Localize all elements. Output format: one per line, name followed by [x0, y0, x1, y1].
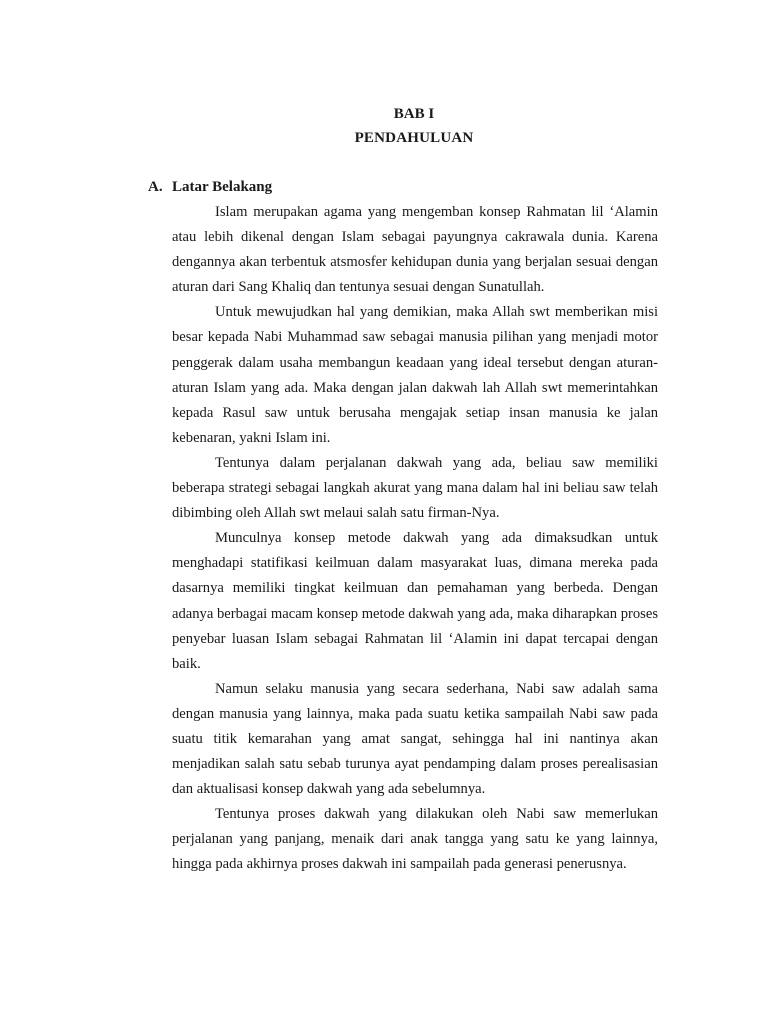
section-letter: A. [148, 179, 163, 195]
paragraph-1: Islam merupakan agama yang mengemban konsep Rahmatan lil ‘Alamin atau lebih dikenal dengan Islam sebagai payungnya cakrawala dunia. Karena dengannya akan terbentuk atsmosfer kehidupan dunia yang berjalan sesuai dengan aturan dari Sang Khaliq dan tentunya sesuai dengan Sunatullah. [172, 204, 658, 296]
paragraph-5: Namun selaku manusia yang secara sederhana, Nabi saw adalah sama dengan manusia yang lainnya, maka pada suatu ketika sampailah Nabi saw pada suatu titik kemarahan yang amat sangat, sehingga hal ini nantinya akan menjadikan salah satu sebab turunya ayat pendamping dalam proses perealisasian dan aktualisasi konsep dakwah yang ada sebelumnya. [172, 680, 658, 798]
section-heading [148, 177, 272, 197]
paragraph-3: Tentunya dalam perjalanan dakwah yang ada, beliau saw memiliki beberapa strategi sebagai langkah akurat yang mana dalam hal ini beliau saw telah dibimbing oleh Allah swt melaui salah satu firman-Nya. [172, 454, 658, 522]
chapter-number: BAB I [393, 106, 435, 122]
paragraph-6: Tentunya proses dakwah yang dilakukan oleh Nabi saw memerlukan perjalanan yang panjang, menaik dari anak tangga yang satu ke yang lainnya, hingga pada akhirnya proses dakwah ini sampailah pada generasi penerusnya. [172, 806, 658, 873]
paragraph-4: Munculnya konsep metode dakwah yang ada dimaksudkan untuk menghadapi statifikasi keilmuan dalam masyarakat luas, dimana mereka pada dasarnya memiliki tingkat keilmuan dan pemahaman yang berbeda. Dengan adanya berbagai macam konsep metode dakwah yang ada, maka diharapkan proses penyebar luasan Islam sebagai Rahmatan lil ‘Alamin ini dapat tercapai dengan baik. [172, 530, 658, 672]
body-text [172, 200, 658, 878]
section-title: Latar Belakang [172, 179, 273, 195]
paragraph-2: Untuk mewujudkan hal yang demikian, maka Allah swt memberikan misi besar kepada Nabi Muhammad saw sebagai manusia pilihan yang menjadi motor penggerak dalam usaha membangun keadaan yang ideal tersebut dengan aturan-aturan Islam yang ada. Maka dengan jalan dakwah lah Allah swt memerintahkan kepada Rasul saw untuk berusaha mengajak setiap insan manusia ke jalan kebenaran, yakni Islam ini. [172, 304, 658, 446]
chapter-title: PENDAHULUAN [354, 130, 474, 146]
